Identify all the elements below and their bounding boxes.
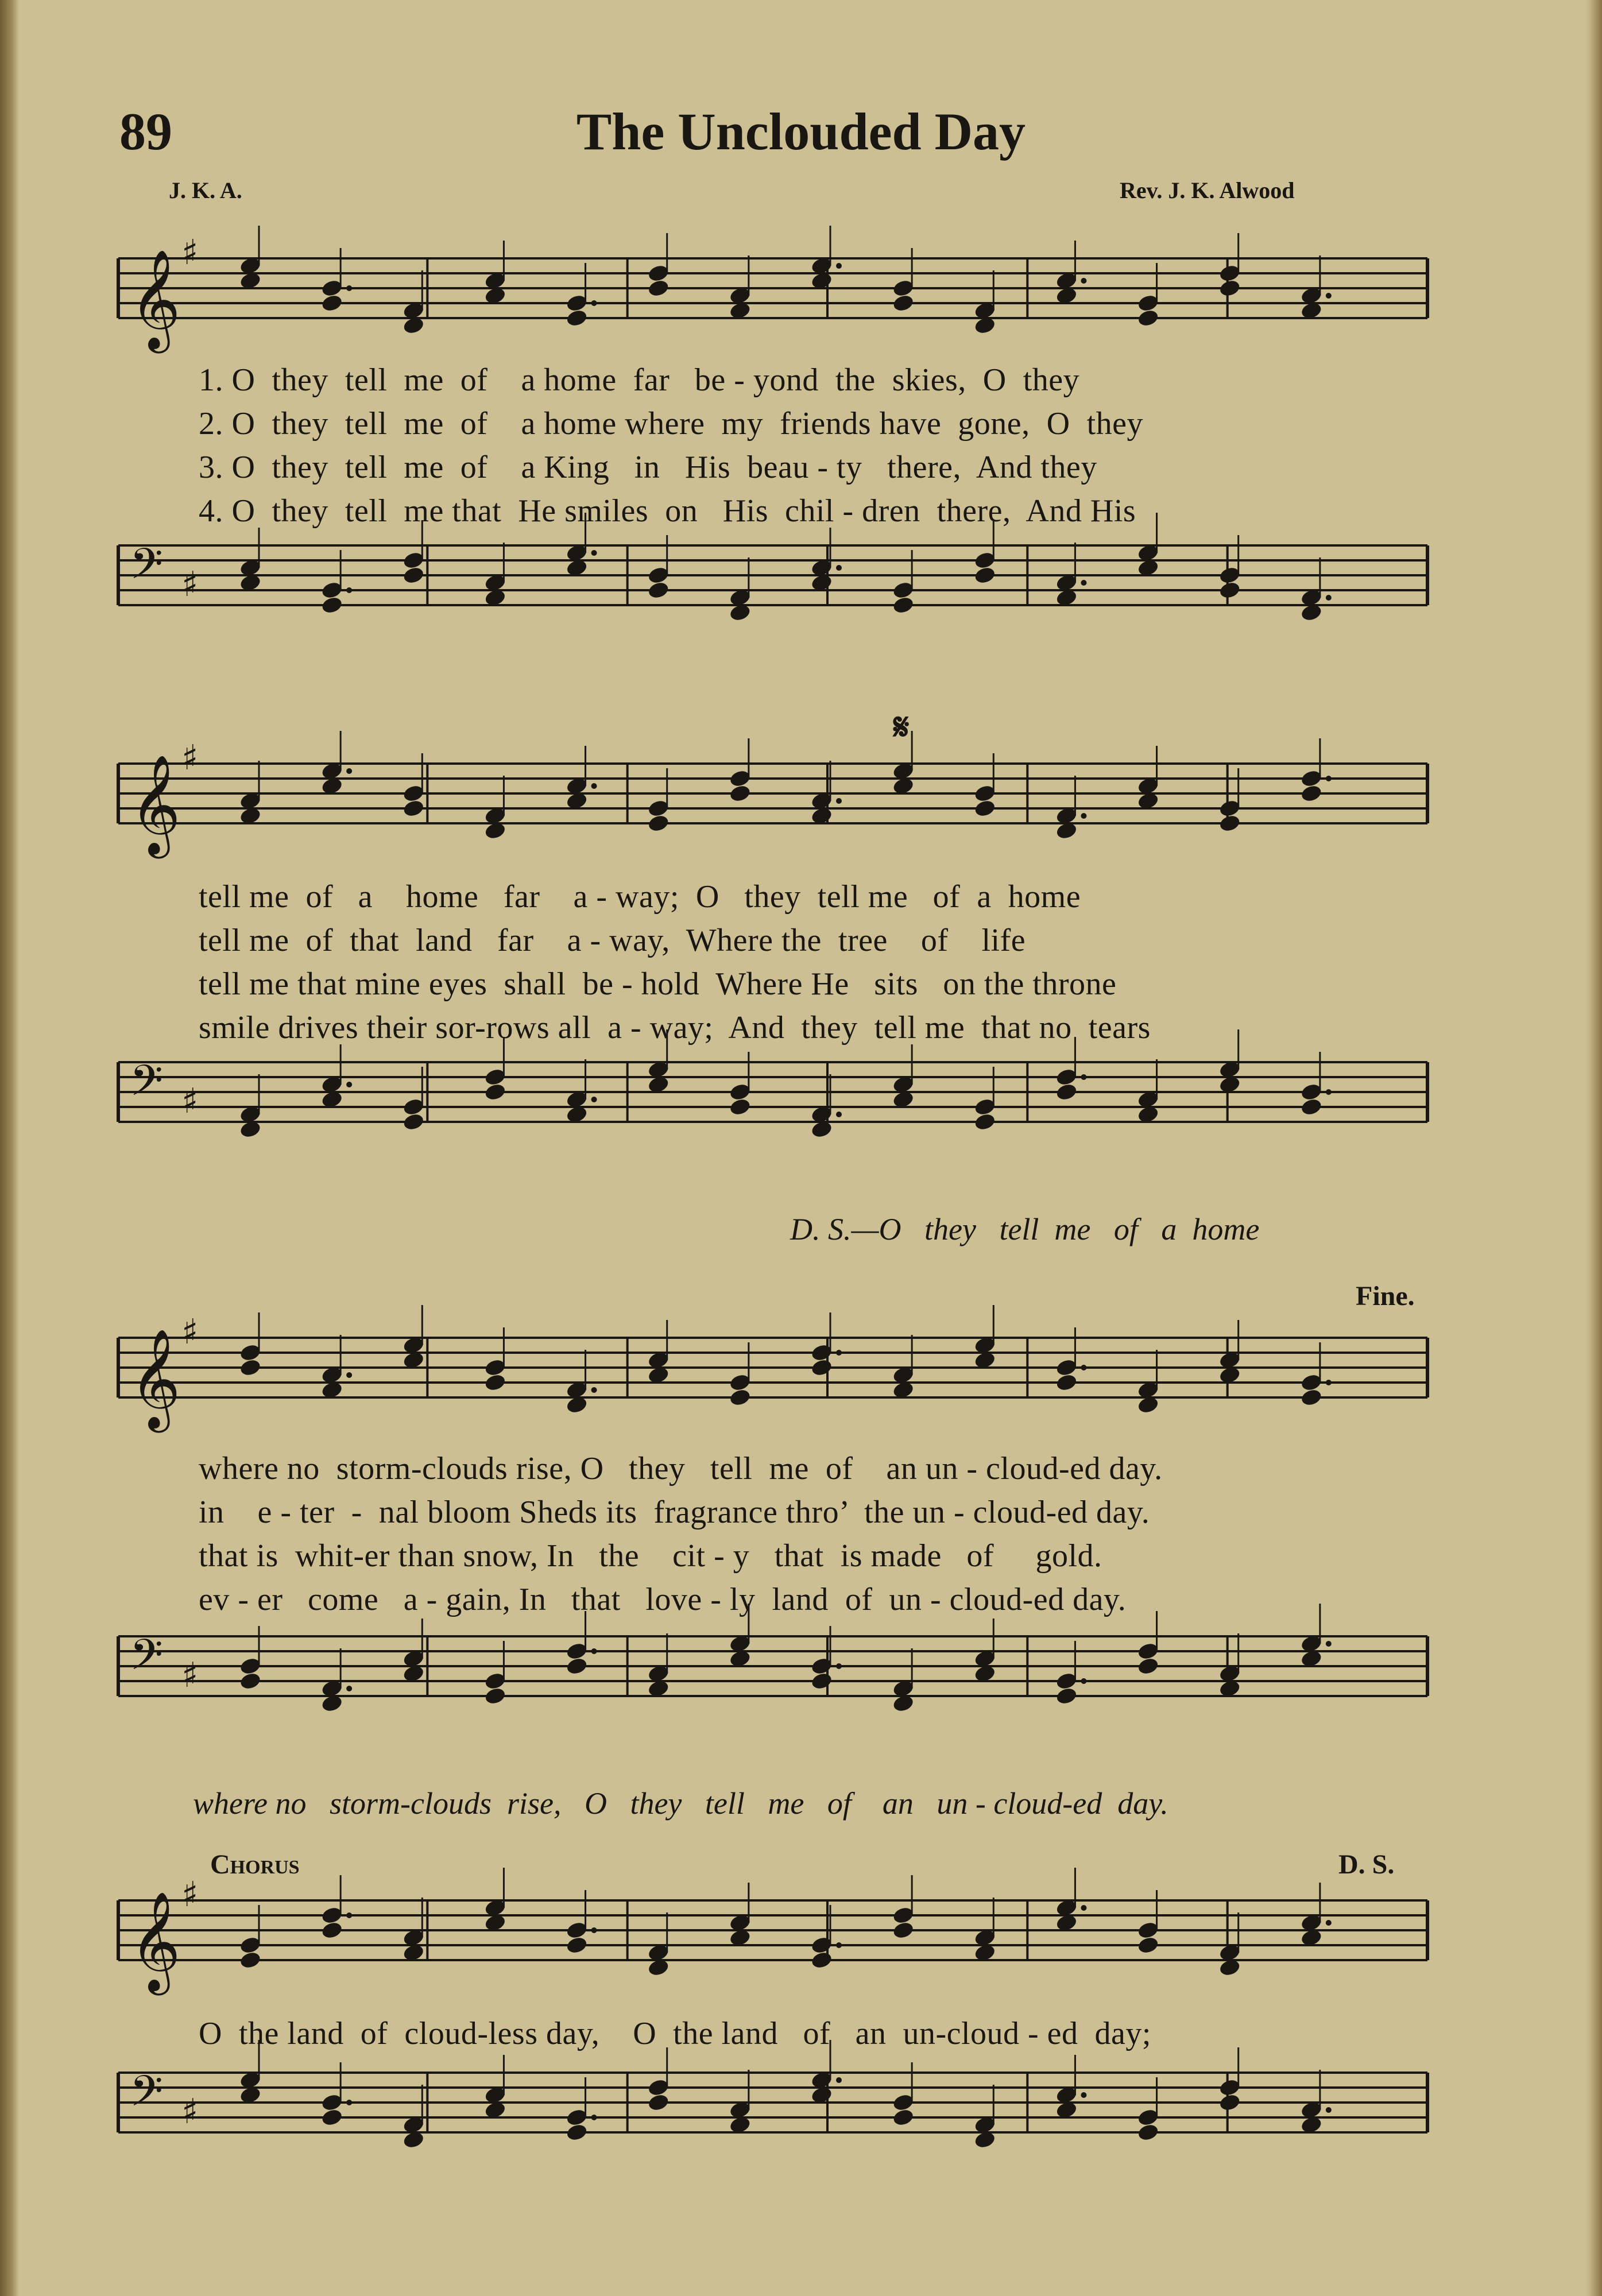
note-head	[1136, 1656, 1159, 1676]
note-head	[973, 566, 996, 585]
note-head	[729, 1097, 752, 1117]
chorus-lyric-line: O the land of cloud-less day, O the land of an un-cloud - ed day;	[199, 2016, 1151, 2051]
note-head	[1136, 308, 1159, 328]
note-head	[892, 2108, 915, 2127]
hymn-number: 89	[119, 102, 172, 161]
page-edge-left	[0, 0, 20, 2296]
augmentation-dot	[1081, 1074, 1086, 1080]
augmentation-dot	[591, 1927, 597, 1933]
augmentation-dot	[1326, 776, 1332, 781]
augmentation-dot	[346, 1372, 352, 1378]
verse-2-lyric-line: tell me of that land far a - way, Where the tree of life	[199, 923, 1026, 958]
ds-return-lyric: D. S.—O they tell me of a home	[790, 1212, 1260, 1246]
note-head	[320, 2108, 343, 2127]
note-head	[1300, 1388, 1323, 1407]
note-head	[1218, 278, 1241, 298]
augmentation-dot	[1081, 1678, 1086, 1684]
segno-sign: 𝄋	[893, 707, 910, 748]
augmentation-dot	[1326, 595, 1332, 601]
music-credit: Rev. J. K. Alwood	[1120, 177, 1295, 203]
note-head	[729, 1388, 752, 1407]
note-head	[1136, 2123, 1159, 2142]
augmentation-dot	[591, 550, 597, 556]
treble-clef-icon: 𝄞	[130, 754, 181, 854]
augmentation-dot	[1326, 1380, 1332, 1385]
sharp-key-signature-icon: ♯	[181, 233, 199, 273]
augmentation-dot	[1081, 278, 1086, 284]
note-head	[892, 595, 915, 615]
augmentation-dot	[1326, 1641, 1332, 1647]
augmentation-dot	[346, 2100, 352, 2105]
augmentation-dot	[346, 285, 352, 291]
augmentation-dot	[836, 1663, 842, 1669]
music-system-2	[113, 706, 1433, 1257]
note-head	[1218, 2093, 1241, 2112]
note-head	[320, 595, 343, 615]
note-head	[565, 308, 588, 328]
augmentation-dot	[1326, 1920, 1332, 1926]
note-head	[647, 278, 670, 298]
note-head	[647, 580, 670, 600]
augmentation-dot	[1081, 580, 1086, 586]
augmentation-dot	[1326, 1089, 1332, 1095]
note-head	[973, 1112, 996, 1132]
augmentation-dot	[1326, 2107, 1332, 2113]
note-head	[892, 1921, 915, 1940]
note-head	[1055, 1082, 1078, 1102]
augmentation-dot	[346, 768, 352, 774]
augmentation-dot	[591, 300, 597, 306]
music-system-3	[113, 1280, 1433, 1832]
note-head	[973, 799, 996, 818]
bass-staff-2	[113, 1039, 1433, 1183]
note-head	[810, 1950, 833, 1970]
note-head	[1055, 1686, 1078, 1706]
augmentation-dot	[591, 1387, 597, 1393]
words-credit: J. K. A.	[169, 177, 242, 203]
augmentation-dot	[836, 2077, 842, 2083]
augmentation-dot	[346, 1912, 352, 1918]
note-head	[810, 1358, 833, 1377]
treble-clef-icon: 𝄞	[130, 249, 181, 349]
note-head	[239, 1671, 262, 1691]
verse-4-lyric-line: ev - er come a - gain, In that love - ly land of un - cloud-ed day.	[199, 1582, 1127, 1617]
verse-1-lyric-line: 1. O they tell me of a home far be - yond the skies, O they	[199, 362, 1080, 398]
note-head	[647, 814, 670, 833]
verse-3-lyric-line: 3. O they tell me of a King in His beau - ty there, And they	[199, 450, 1097, 485]
hymn-title: The Unclouded Day	[576, 102, 1026, 161]
note-head	[1218, 814, 1241, 833]
sharp-key-signature-icon: ♯	[181, 1655, 199, 1695]
verse-1-lyric-line: tell me of a home far a - way; O they tell me of a home	[199, 879, 1081, 915]
augmentation-dot	[591, 1097, 597, 1102]
bass-clef-icon: 𝄢	[130, 1056, 163, 1116]
note-head	[565, 1656, 588, 1676]
page-edge-right	[1585, 0, 1602, 2296]
note-head	[647, 2093, 670, 2112]
verse-2-lyric-line: 2. O they tell me of a home where my friends have gone, O they	[199, 406, 1144, 442]
sharp-key-signature-icon: ♯	[181, 2092, 199, 2132]
augmentation-dot	[591, 1648, 597, 1654]
bass-clef-icon: 𝄢	[130, 2066, 163, 2127]
bass-staff-3	[113, 1613, 1433, 1757]
sharp-key-signature-icon: ♯	[181, 564, 199, 605]
treble-staff-chorus	[113, 1877, 1433, 2015]
note-head	[320, 293, 343, 313]
note-head	[402, 566, 425, 585]
treble-clef-icon: 𝄞	[130, 1891, 181, 1991]
augmentation-dot	[836, 798, 842, 804]
augmentation-dot	[836, 1112, 842, 1117]
augmentation-dot	[836, 565, 842, 571]
sharp-key-signature-icon: ♯	[181, 1312, 199, 1352]
chorus-system	[113, 1849, 1433, 2205]
note-head	[483, 1373, 506, 1392]
augmentation-dot	[1081, 1365, 1086, 1370]
note-head	[1218, 580, 1241, 600]
note-head	[1300, 1097, 1323, 1117]
note-head	[1055, 1373, 1078, 1392]
note-head	[402, 1112, 425, 1132]
augmentation-dot	[346, 1686, 352, 1691]
verse-1-lyric-line: where no storm-clouds rise, O they tell me of an un - cloud-ed day.	[199, 1451, 1163, 1486]
augmentation-dot	[591, 2115, 597, 2120]
note-head	[239, 1358, 262, 1377]
treble-staff-3	[113, 1312, 1433, 1464]
note-head	[483, 1686, 506, 1706]
augmentation-dot	[1081, 1905, 1086, 1911]
bass-staff-chorus	[113, 2050, 1433, 2193]
bass-clef-icon: 𝄢	[130, 1630, 163, 1690]
note-head	[483, 1082, 506, 1102]
augmentation-dot	[1326, 293, 1332, 299]
ds-marker: D. S.	[1338, 1849, 1395, 1880]
note-head	[402, 799, 425, 818]
verse-2-lyric-line: in e - ter - nal bloom Sheds its fragrance thro’ the un - cloud-ed day.	[199, 1494, 1150, 1530]
augmentation-dot	[346, 587, 352, 593]
augmentation-dot	[836, 1350, 842, 1356]
augmentation-dot	[1081, 813, 1086, 819]
note-head	[565, 1935, 588, 1955]
sharp-key-signature-icon: ♯	[181, 738, 199, 778]
fine-marker: Fine.	[1356, 1281, 1415, 1311]
sharp-key-signature-icon: ♯	[181, 1081, 199, 1121]
augmentation-dot	[1081, 2092, 1086, 2098]
augmentation-dot	[591, 783, 597, 789]
verse-4-lyric-line: smile drives their sor-rows all a - way; And they tell me that no tears	[199, 1010, 1151, 1046]
note-head	[565, 2123, 588, 2142]
verse-3-lyric-line: that is whit-er than snow, In the cit - y that is made of gold.	[199, 1538, 1102, 1574]
music-system-1	[113, 230, 1433, 666]
bass-staff-1	[113, 522, 1433, 666]
note-head	[810, 1671, 833, 1691]
sharp-key-signature-icon: ♯	[181, 1875, 199, 1915]
treble-clef-icon: 𝄞	[130, 1329, 181, 1428]
augmentation-dot	[836, 263, 842, 269]
verse-4-lyric-line: 4. O they tell me that He smiles on His chil - dren there, And His	[199, 493, 1136, 529]
augmentation-dot	[836, 1942, 842, 1948]
treble-staff-2	[113, 738, 1433, 890]
note-head	[1136, 1935, 1159, 1955]
note-head	[320, 1921, 343, 1940]
note-head	[729, 784, 752, 803]
augmentation-dot	[346, 1082, 352, 1087]
bass-clef-icon: 𝄢	[130, 539, 163, 599]
ds-return-lyric: where no storm-clouds rise, O they tell me of an un - cloud-ed day.	[193, 1786, 1168, 1821]
note-head	[892, 293, 915, 313]
chorus-label: Chorus	[210, 1849, 300, 1880]
verse-3-lyric-line: tell me that mine eyes shall be - hold Where He sits on the throne	[199, 966, 1117, 1002]
note-head	[239, 1950, 262, 1970]
note-head	[1300, 784, 1323, 803]
